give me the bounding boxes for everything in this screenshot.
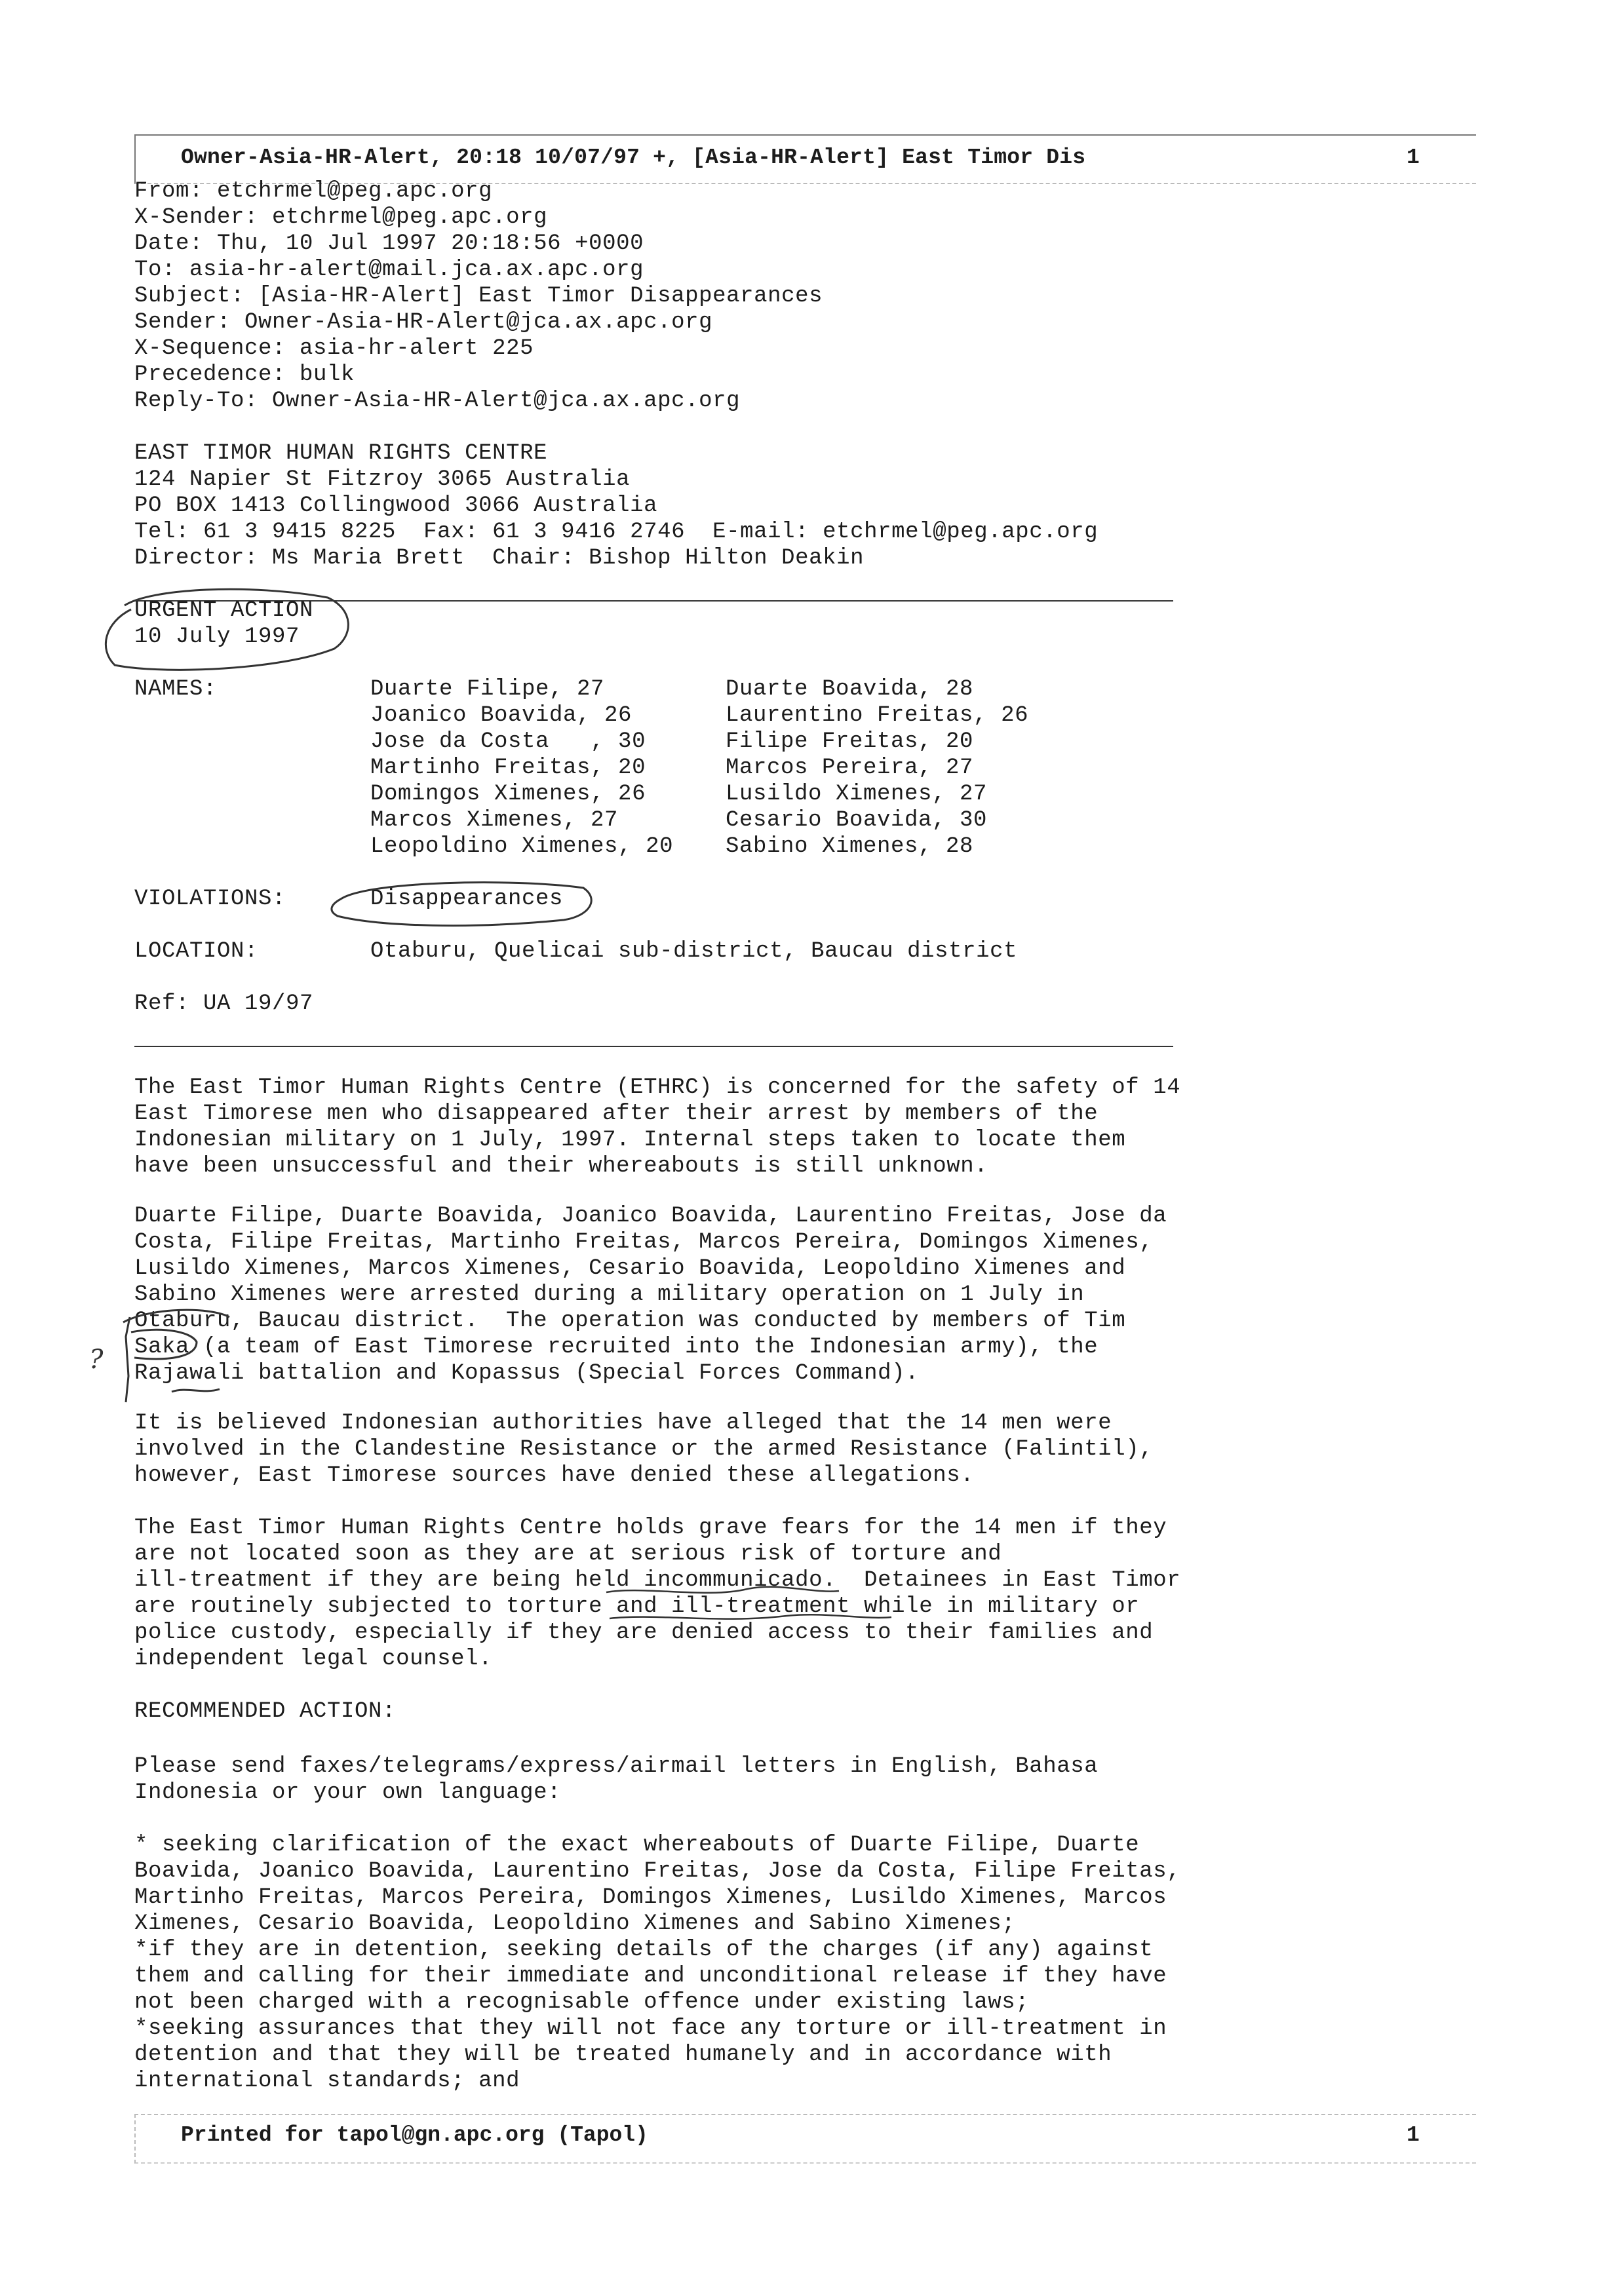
org-line: Tel: 61 3 9415 8225 Fax: 61 3 9416 2746 E-mail: etchrmel@peg.apc.org (134, 520, 1099, 545)
divider-bottom (134, 1046, 1173, 1047)
name-entry: Laurentino Freitas, 26 (726, 703, 1029, 728)
body-line: are not located soon as they are at serious risk of torture and (134, 1542, 1002, 1567)
name-entry: Marcos Ximenes, 27 (370, 808, 619, 833)
body-line: East Timorese men who disappeared after their arrest by members of the (134, 1101, 1099, 1126)
name-entry: Marcos Pereira, 27 (726, 756, 974, 780)
location-value: Otaburu, Quelicai sub-district, Baucau district (370, 939, 1018, 964)
names-label: NAMES: (134, 677, 218, 702)
name-entry: Joanico Boavida, 26 (370, 703, 632, 728)
rajawali-underline (172, 1389, 220, 1392)
email-header-line: To: asia-hr-alert@mail.jca.ax.apc.org (134, 258, 644, 282)
body-line: police custody, especially if they are denied access to their families and (134, 1620, 1154, 1645)
recommended-action-heading: RECOMMENDED ACTION: (134, 1699, 397, 1724)
name-entry: Jose da Costa , 30 (370, 729, 646, 754)
action-line: Ximenes, Cesario Boavida, Leopoldino Ximenes and Sabino Ximenes; (134, 1911, 1016, 1936)
action-line: * seeking clarification of the exact whereabouts of Duarte Filipe, Duarte (134, 1833, 1140, 1858)
action-line: detention and that they will be treated humanely and in accordance with (134, 2042, 1112, 2067)
org-line: 124 Napier St Fitzroy 3065 Australia (134, 467, 631, 492)
body-line: Indonesia or your own language: (134, 1780, 562, 1805)
margin-question-mark: ? (89, 1345, 104, 1375)
margin-bracket (126, 1317, 130, 1402)
body-line: It is believed Indonesian authorities have alleged that the 14 men were (134, 1411, 1112, 1436)
name-entry: Duarte Boavida, 28 (726, 677, 974, 702)
email-header-line: X-Sequence: asia-hr-alert 225 (134, 336, 534, 361)
body-line: The East Timor Human Rights Centre holds grave fears for the 14 men if they (134, 1516, 1167, 1540)
org-line: PO BOX 1413 Collingwood 3066 Australia (134, 493, 658, 518)
body-line: The East Timor Human Rights Centre (ETHRC) is concerned for the safety of 14 (134, 1075, 1181, 1100)
action-line: Martinho Freitas, Marcos Pereira, Domingos Ximenes, Lusildo Ximenes, Marcos (134, 1885, 1167, 1910)
email-header-line: Reply-To: Owner-Asia-HR-Alert@jca.ax.apc.org (134, 389, 741, 413)
body-line: involved in the Clandestine Resistance or the armed Resistance (Falintil), (134, 1437, 1154, 1462)
action-line: international standards; and (134, 2069, 520, 2094)
body-line: Duarte Filipe, Duarte Boavida, Joanico Boavida, Laurentino Freitas, Jose da (134, 1204, 1167, 1229)
email-header-line: From: etchrmel@peg.apc.org (134, 179, 493, 204)
urgent-action-date: 10 July 1997 (134, 624, 300, 649)
org-line: Director: Ms Maria Brett Chair: Bishop Hilton Deakin (134, 546, 865, 571)
action-line: Boavida, Joanico Boavida, Laurentino Freitas, Jose da Costa, Filipe Freitas, (134, 1859, 1181, 1884)
body-line: ill-treatment if they are being held incommunicado. Detainees in East Timor (134, 1568, 1181, 1593)
name-entry: Filipe Freitas, 20 (726, 729, 974, 754)
body-line: Rajawali battalion and Kopassus (Special Forces Command). (134, 1361, 920, 1386)
action-line: *if they are in detention, seeking details of the charges (if any) against (134, 1938, 1154, 1962)
violations-label: VIOLATIONS: (134, 887, 286, 911)
name-entry: Martinho Freitas, 20 (370, 756, 646, 780)
org-line: EAST TIMOR HUMAN RIGHTS CENTRE (134, 441, 548, 466)
body-line: are routinely subjected to torture and ill-treatment while in military or (134, 1594, 1140, 1619)
email-header-line: X-Sender: etchrmel@peg.apc.org (134, 205, 548, 230)
body-line: Costa, Filipe Freitas, Martinho Freitas, Marcos Pereira, Domingos Ximenes, (134, 1230, 1154, 1255)
footer-page-number: 1 (1407, 2123, 1420, 2147)
email-header-line: Precedence: bulk (134, 362, 355, 387)
name-entry: Duarte Filipe, 27 (370, 677, 605, 702)
header-page-number: 1 (1407, 145, 1420, 170)
action-line: not been charged with a recognisable offence under existing laws; (134, 1990, 1030, 2015)
body-line: have been unsuccessful and their whereabouts is still unknown. (134, 1154, 988, 1179)
header-title: Owner-Asia-HR-Alert, 20:18 10/07/97 +, [Asia-HR-Alert] East Timor Dis (181, 145, 1086, 170)
email-header-line: Sender: Owner-Asia-HR-Alert@jca.ax.apc.org (134, 310, 713, 335)
action-line: them and calling for their immediate and unconditional release if they have (134, 1964, 1167, 1989)
name-entry: Lusildo Ximenes, 27 (726, 782, 988, 807)
violations-value: Disappearances (370, 887, 564, 911)
email-header-line: Subject: [Asia-HR-Alert] East Timor Disappearances (134, 284, 823, 309)
body-line: Please send faxes/telegrams/express/airmail letters in English, Bahasa (134, 1754, 1099, 1779)
action-line: *seeking assurances that they will not face any torture or ill-treatment in (134, 2016, 1167, 2041)
name-entry: Leopoldino Ximenes, 20 (370, 834, 674, 859)
footer-title: Printed for tapol@gn.apc.org (Tapol) (181, 2123, 648, 2147)
body-line: Sabino Ximenes were arrested during a military operation on 1 July in (134, 1282, 1085, 1307)
body-line: independent legal counsel. (134, 1647, 493, 1672)
urgent-action-title: URGENT ACTION (134, 598, 314, 623)
reference-number: Ref: UA 19/97 (134, 991, 314, 1016)
name-entry: Cesario Boavida, 30 (726, 808, 988, 833)
body-line: however, East Timorese sources have denied these allegations. (134, 1463, 975, 1488)
name-entry: Sabino Ximenes, 28 (726, 834, 974, 859)
name-entry: Domingos Ximenes, 26 (370, 782, 646, 807)
email-header-line: Date: Thu, 10 Jul 1997 20:18:56 +0000 (134, 231, 644, 256)
body-line: Lusildo Ximenes, Marcos Ximenes, Cesario Boavida, Leopoldino Ximenes and (134, 1256, 1126, 1281)
body-line: Indonesian military on 1 July, 1997. Internal steps taken to locate them (134, 1128, 1126, 1153)
body-line: Saka (a team of East Timorese recruited into the Indonesian army), the (134, 1335, 1099, 1360)
body-line: Otaburu, Baucau district. The operation was conducted by members of Tim (134, 1309, 1126, 1333)
location-label: LOCATION: (134, 939, 259, 964)
